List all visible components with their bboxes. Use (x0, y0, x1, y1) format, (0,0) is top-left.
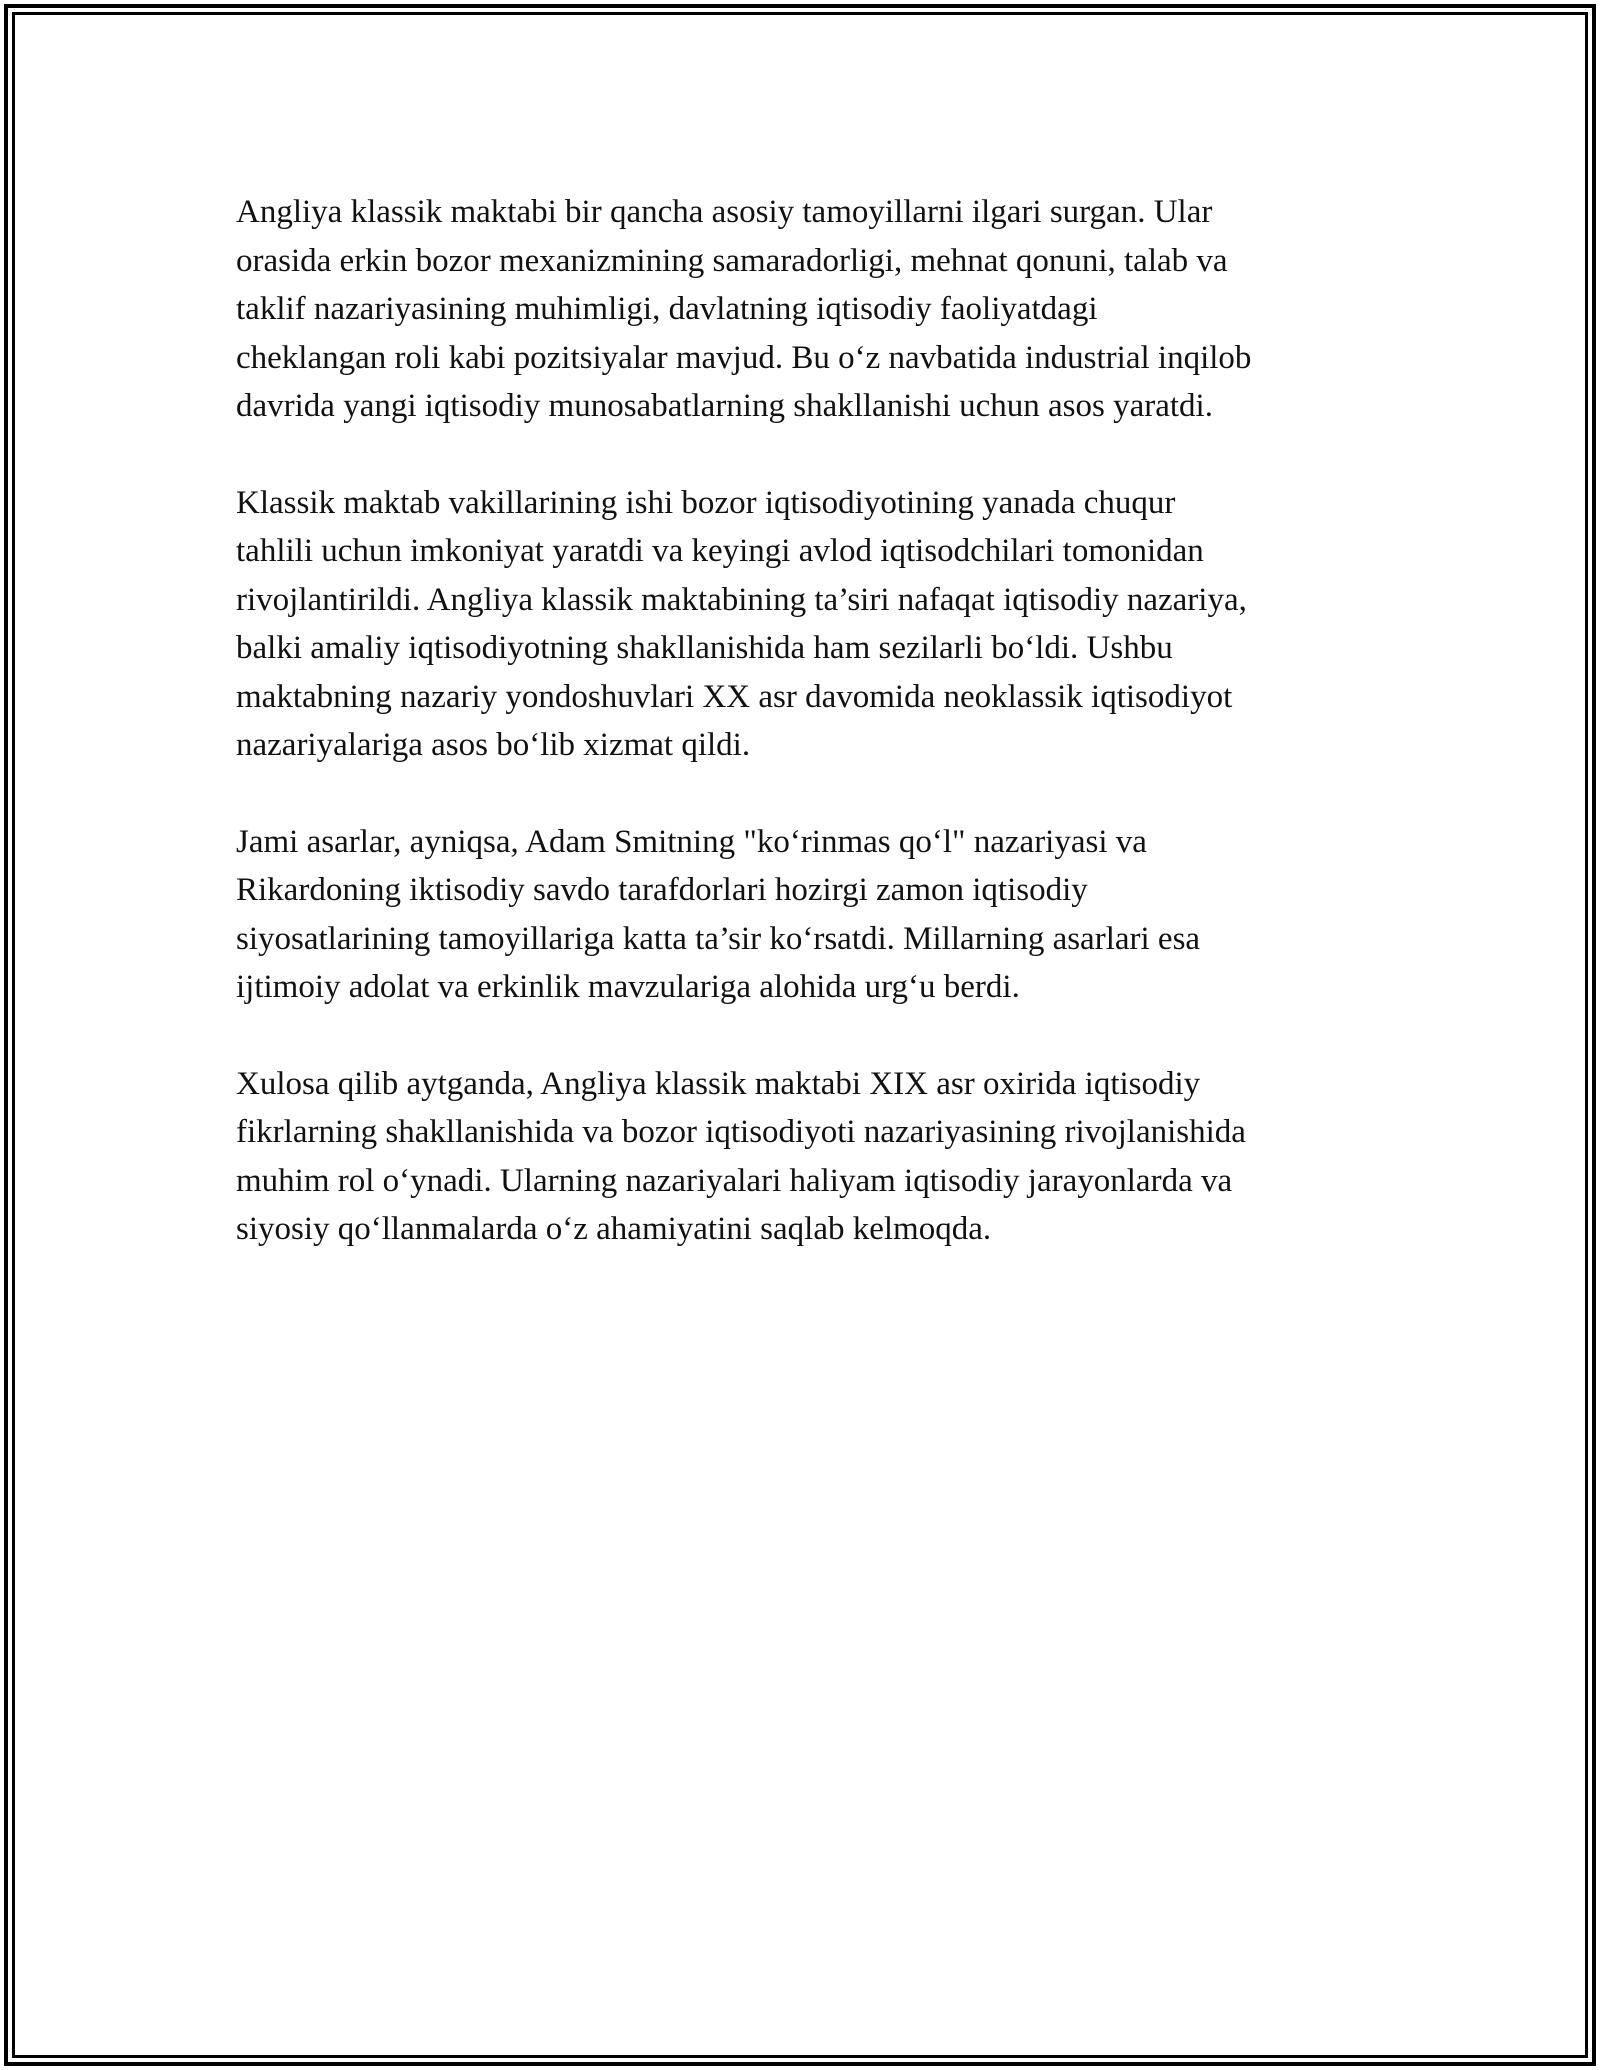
text-line: taklif nazariyasining muhimligi, davlatning iqtisodiy faoliyatdagi (236, 291, 1098, 327)
text-line: siyosatlarining tamoyillariga katta ta’sir ko‘rsatdi. Millarning asarlari esa (236, 920, 1201, 957)
text-line: davrida yangi iqtisodiy munosabatlarning shakllanishi uchun asos yaratdi. (236, 388, 1213, 424)
text-line: orasida erkin bozor mexanizmining samaradorligi, mehnat qonuni, talab va (236, 242, 1228, 279)
text-line: cheklangan roli kabi pozitsiyalar mavjud. Bu o‘z navbatida industrial inqilob (236, 339, 1252, 376)
text-line: Rikardoning iktisodiy savdo tarafdorlari hozirgi zamon iqtisodiy (236, 872, 1088, 908)
text-line: fikrlarning shakllanishida va bozor iqtisodiyoti nazariyasining rivojlanishida (236, 1114, 1246, 1150)
text-line: nazariyalariga asos bo‘lib xizmat qildi. (236, 727, 751, 763)
paragraph-4 (236, 1060, 1386, 1254)
text-line: balki amaliy iqtisodiyotning shakllanishida ham sezilarli bo‘ldi. Ushbu (236, 630, 1173, 666)
text-line: Jami asarlar, ayniqsa, Adam Smitning "ko‘rinmas qo‘l" nazariyasi va (236, 823, 1147, 860)
text-line: maktabning nazariy yondoshuvlari XX asr davomida neoklassik iqtisodiyot (236, 678, 1233, 715)
text-line: Angliya klassik maktabi bir qancha asosiy tamoyillarni ilgari surgan. Ular (236, 194, 1213, 230)
paragraph-3 (236, 818, 1386, 1012)
text-line: siyosiy qo‘llanmalarda o‘z ahamiyatini saqlab kelmoqda. (236, 1211, 992, 1247)
text-line: rivojlantirildi. Angliya klassik maktabining ta’siri nafaqat iqtisodiy nazariya, (236, 581, 1247, 618)
paragraph-1 (236, 188, 1386, 431)
document-body (236, 188, 1386, 1302)
text-line: Klassik maktab vakillarining ishi bozor iqtisodiyotining yanada chuqur (236, 484, 1176, 521)
text-line: tahlili uchun imkoniyat yaratdi va keyingi avlod iqtisodchilari tomonidan (236, 533, 1204, 569)
paragraph-2 (236, 479, 1386, 770)
text-line: ijtimoiy adolat va erkinlik mavzulariga alohida urg‘u berdi. (236, 969, 1020, 1005)
text-line: muhim rol o‘ynadi. Ularning nazariyalari haliyam iqtisodiy jarayonlarda va (236, 1162, 1233, 1199)
text-line: Xulosa qilib aytganda, Angliya klassik maktabi XIX asr oxirida iqtisodiy (236, 1065, 1201, 1102)
